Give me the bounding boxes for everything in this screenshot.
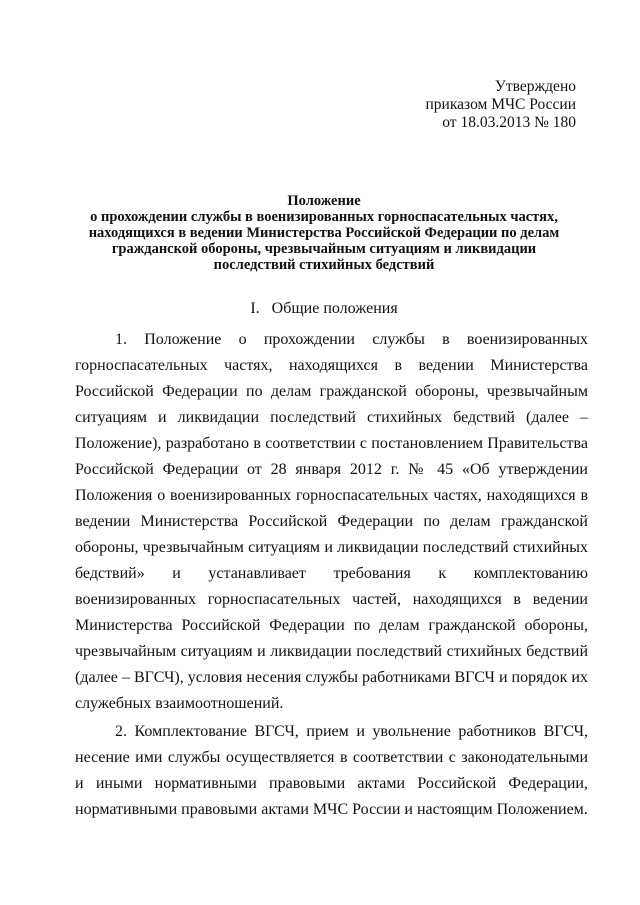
approval-line-2: приказом МЧС России [425,96,576,113]
approval-line-1: Утверждено [494,78,576,95]
title-line-1: Положение [287,193,361,209]
approval-line-3: от 18.03.2013 № 180 [442,114,576,131]
section-title: Общие положения [271,300,398,317]
section-number: I. [250,300,260,317]
title-line-5: последствий стихийных бедствий [213,257,435,273]
title-line-4: гражданской обороны, чрезвычайным ситуациям и ликвидации [111,241,537,257]
body-text [75,327,588,823]
title-line-3: находящихся в ведении Министерства Российской Федерации по делам [88,225,560,241]
paragraph-2: 2. Комплектование ВГСЧ, прием и увольнение работников ВГСЧ, несение ими службы осуществляется в соответствии с законодательными и иными нормативными правовыми актами Российской Федерации, нормативными правовыми актами МЧС России и настоящим Положением. [75,723,588,818]
section-heading [60,300,588,318]
approval-stamp [426,78,576,132]
title-line-2: о прохождении службы в военизированных горноспасательных частях, [90,209,558,225]
paragraph-1: 1. Положение о прохождении службы в военизированных горноспасательных частях, находящихся в ведении Министерства Российской Федерации по делам гражданской обороны, чрезвычайным ситуациям и ликвидации последствий стихийных бедствий (далее – Положение), разработано в соответствии с постановлением Правительства Российской Федерации от 28 января 2012 г. № 45 «Об утверждении Положения о военизированных горноспасательных частях, находящихся в ведении Министерства Российской Федерации по делам гражданской обороны, чрезвычайным ситуациям и ликвидации последствий стихийных бедствий» и устанавливает требования к комплектованию военизированных горноспасательных частей, находящихся в ведении Министерства Российской Федерации по делам гражданской обороны, чрезвычайным ситуациям и ликвидации последствий стихийных бедствий (далее – ВГСЧ), условия несения службы работниками ВГСЧ и порядок их служебных взаимоотношений. [75,331,588,712]
document-title [60,193,588,273]
